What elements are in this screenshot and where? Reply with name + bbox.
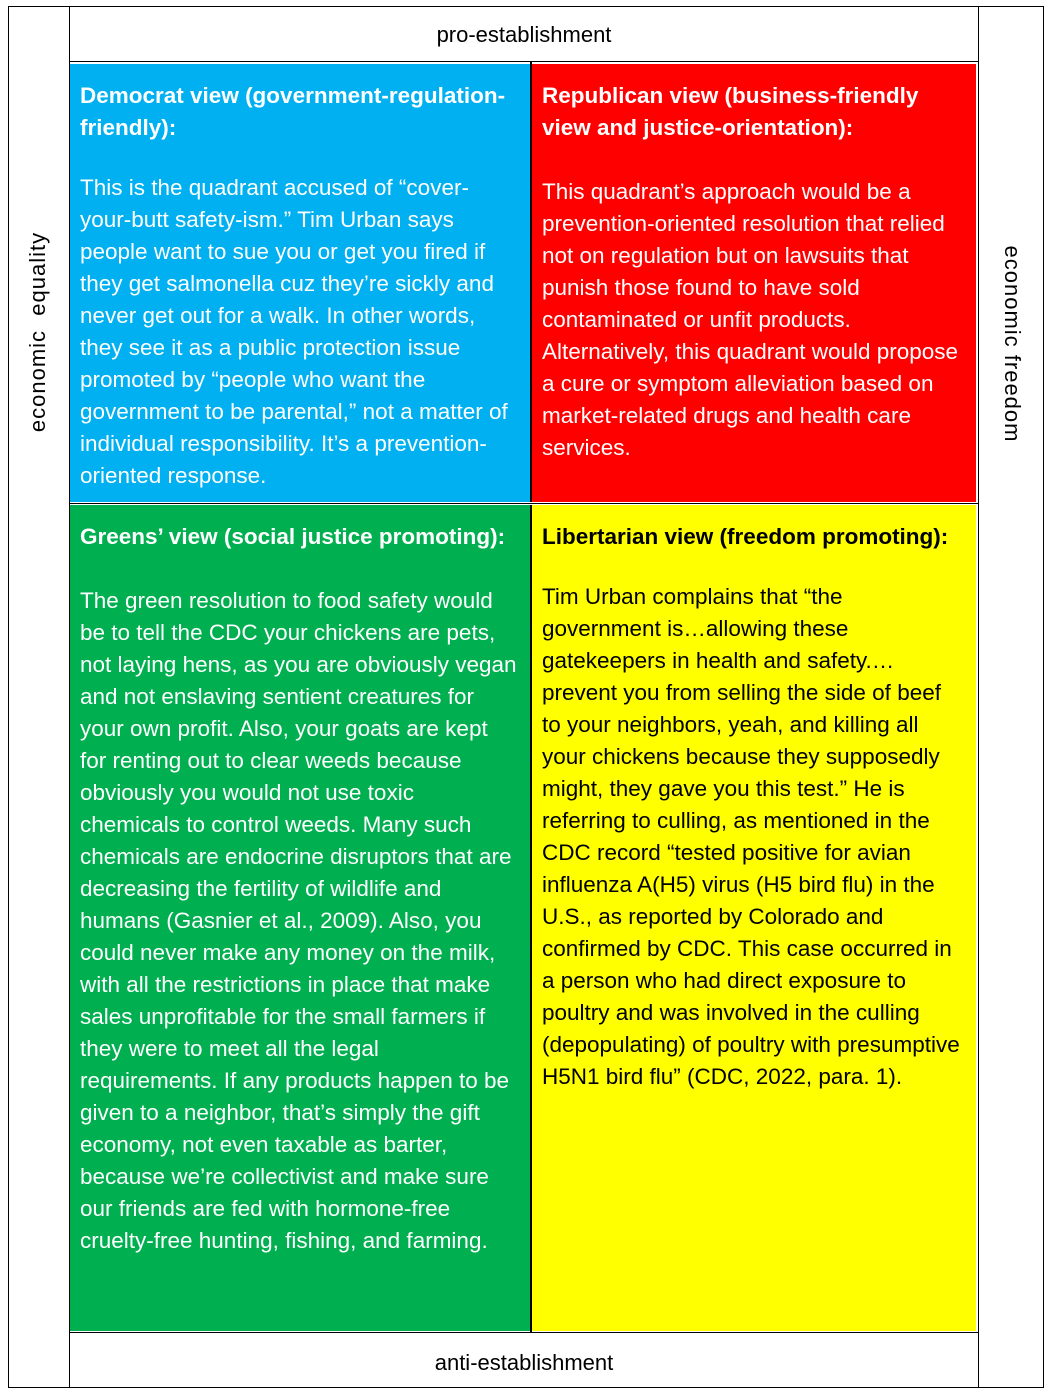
- left-axis-band: [8, 6, 70, 1388]
- quadrant-body: This quadrant’s approach would be a prevention-oriented resolution that relied not on regulation but on lawsuits that punish those found to have sold contaminated or unfit products. Alternatively, this quadrant would propose a cure or symptom alleviation based on market-related drugs and health care services.: [542, 179, 959, 460]
- quadrant-body: Tim Urban complains that “the government is…allowing these gatekeepers in health and safety.…prevent you from selling the side of beef to your neighbors, yeah, and killing all your chickens because they supposedly might, they gave you this test.” He is referring to culling, as mentioned in the CDC record “tested positive for avian influenza A(H5) virus (H5 bird flu) in the U.S., as reported by Colorado and confirmed by CDC. This case occurred in a person who had direct exposure to poultry and was involved in the culling (depopulating) of poultry with presumptive H5N1 bird flu” (CDC, 2022, para. 1).: [542, 584, 960, 1089]
- quadrant-title: Democrat view (government-regulation-friendly):: [80, 83, 506, 140]
- axis-label-bottom: anti-establishment: [434, 1350, 614, 1375]
- quadrant-republican: [532, 64, 976, 502]
- quadrant-libertarian: [532, 505, 976, 1331]
- quadrant-body: The green resolution to food safety would be to tell the CDC your chickens are pets, not laying hens, as you are obviously vegan and not enslaving sentient creatures for your own profit. Also, your goats are kept for renting out to clear weeds because obviously you would not use toxic chemicals to control weeds. Many such chemicals are endocrine disruptors that are decreasing the fertility of wildlife and humans (Gasnier et al., 2009). Also, you could never make any money on the milk, with all the restrictions in place that make sales unprofitable for the small farmers if they were to meet all the legal requirements. If any products happen to be given to a neighbor, that’s simply the gift economy, not even taxable as barter, because we’re collectivist and make sure our friends are fed with hormone-free cruelty-free hunting, fishing, and farming.: [80, 588, 517, 1253]
- quadrant-title: Republican view (business-friendly view and justice-orientation):: [542, 83, 919, 140]
- quadrant-divider-horizontal-line: [70, 503, 978, 504]
- axis-label-right: economic freedom: [1000, 245, 1025, 443]
- right-axis-band: [978, 6, 1044, 1388]
- quadrant-democrat: [70, 64, 530, 502]
- axis-label-top: pro-establishment: [436, 22, 612, 47]
- axis-label-left: economic equality: [25, 231, 50, 433]
- quadrant-title: Libertarian view (freedom promoting):: [542, 524, 949, 549]
- quadrant-divider-vertical: [530, 62, 532, 1332]
- quadrant-title: Greens’ view (social justice promoting):: [80, 524, 506, 549]
- quadrant-body: This is the quadrant accused of “cover-your-butt safety-ism.” Tim Urban says people want to sue you or get you fired if they get salmonella cuz they’re sickly and never get out for a walk. In other words, they see it as a public protection issue promoted by “people who want the government to be parental,” not a matter of individual responsibility. It’s a prevention-oriented response.: [80, 175, 508, 488]
- quadrant-greens: [70, 505, 530, 1331]
